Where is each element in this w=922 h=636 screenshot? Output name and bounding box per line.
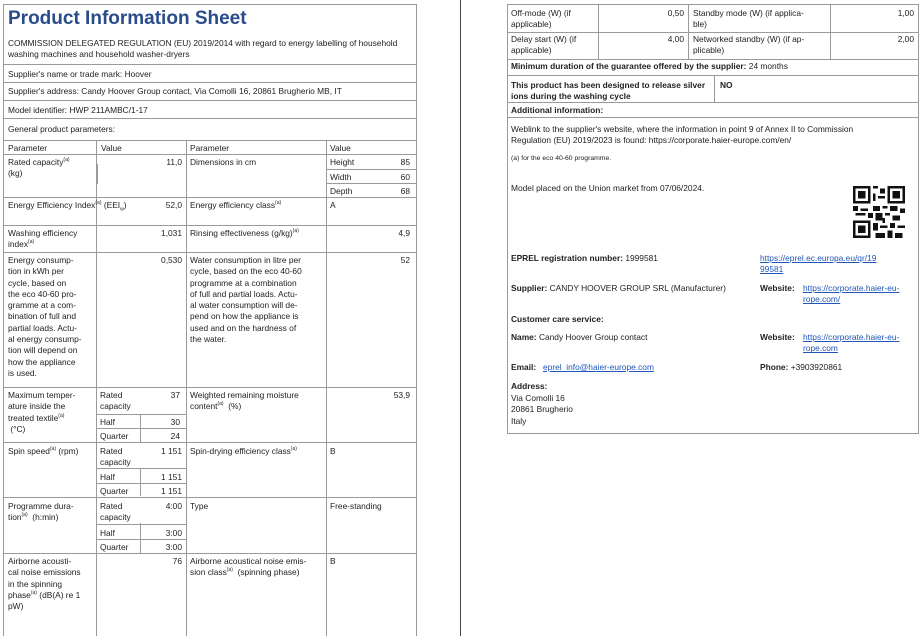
header-parameter: Parameter [8,143,48,153]
prog-half-label: Half [100,528,115,538]
standby-label: Standby mode (W) (if applica- ble) [693,8,804,30]
water-consumption-label: Water consumption in litre per cycle, based on the eco 40-60 programme at a combination of full and partial loads. Actu- al water consumption will de- pend on how the appliance is used and on the hardness of the water. [190,255,302,345]
divider [326,183,417,184]
temp-half-value: 30 [170,417,180,427]
supplier-row: Supplier: CANDY HOOVER GROUP SRL (Manufacturer) [511,283,726,293]
moisture-label: Weighted remaining moisture content$^{(a)}$ (%) [190,390,299,412]
divider [3,497,417,498]
website2-label: Website: [760,332,795,342]
silver-value: NO [720,80,733,90]
energy-class-value: A [330,200,336,210]
depth-label: Depth [330,186,353,196]
max-temp-label: Maximum temper- ature inside the treated textile$^{(a)}$ (°C) [8,390,76,434]
divider [3,118,417,119]
depth-value: 68 [400,186,410,196]
spin-half-label: Half [100,472,115,482]
rated-capacity-label: Rated capacity$^{(a)}$ (kg) [8,157,70,179]
email-label: Email: [511,362,537,372]
temp-quarter-value: 24 [170,431,180,441]
prog-rated-label: Rated capacity [100,501,131,523]
phone-row: Phone: +3903920861 [760,362,843,372]
temp-half-label: Half [100,417,115,427]
divider [507,102,919,103]
prog-quarter-value: 3:00 [165,542,182,552]
noise-class-value: B [330,556,336,566]
rated-capacity-value: 11,0 [166,157,182,167]
divider [3,442,417,443]
divider [96,524,186,525]
page-title: Product Information Sheet [8,8,247,29]
energy-consumption-value: 0,530 [161,255,182,265]
placed-on-market: Model placed on the Union market from 07/06/2024. [511,183,705,193]
divider [507,59,919,60]
spin-rated-value: 1 151 [161,446,182,456]
delay-start-label: Delay start (W) (if applicable) [511,34,577,56]
model-identifier-row: Model identifier: HWP 211AMBC/1-17 [8,105,148,115]
temp-quarter-label: Quarter [100,431,129,441]
noise-class-label: Airborne acoustical noise emis- sion class$^{(a)}$ (spinning phase) [190,556,307,578]
washing-efficiency-label: Washing efficiency index$^{(a)}$ [8,228,78,250]
address-value: Via Comolli 16 20861 Brugherio Italy [511,393,573,426]
dimensions-label: Dimensions in cm [190,157,257,167]
supplier-name-row: Supplier's name or trade mark: Hoover [8,69,152,79]
width-value: 60 [400,172,410,182]
website-link[interactable]: https://corporate.haier-eu- rope.com/ [803,283,900,305]
col-line [186,140,187,636]
temp-rated-value: 37 [170,390,180,400]
spin-half-value: 1 151 [161,472,182,482]
divider [3,82,417,83]
general-params-heading: General product parameters: [8,124,116,134]
divider [3,64,417,65]
rinsing-label: Rinsing effectiveness $(g/kg)^{(a)}$ [190,228,299,238]
spin-class-value: B [330,446,336,456]
divider [507,32,919,33]
guarantee-row: Minimum duration of the guarantee offered by the supplier: 24 months [511,61,788,71]
energy-consumption-label: Energy consump- tion in kWh per cycle, based on the eco 40-60 pro- gramme at a com- bination of full and partial loads. Actu- al energy consump- tion will depend on how the appliance is used. [8,255,82,378]
customer-care-heading: Customer care service: [511,314,604,324]
divider [3,553,417,554]
spin-quarter-value: 1 151 [161,486,182,496]
col-line [96,164,98,184]
prog-rated-value: 4:00 [165,501,182,511]
delay-start-value: 4,00 [667,34,684,44]
page-separator [460,0,461,636]
divider [3,140,417,141]
standby-value: 1,00 [897,8,914,18]
header-value: Value [101,143,122,153]
divider [3,225,417,226]
prog-half-value: 3:00 [165,528,182,538]
spin-rated-label: Rated capacity [100,446,131,468]
rinsing-value: 4,9 [398,228,410,238]
networked-standby-label: Networked standby (W) (if ap- plicable) [693,34,805,56]
noise-value: 76 [172,556,182,566]
programme-duration-label: Programme dura- tion$^{(a)}$ (h:min) [8,501,74,523]
divider [96,539,186,540]
col-line [326,140,327,636]
qr-code-icon [853,186,905,238]
off-mode-value: 0,50 [667,8,684,18]
divider [96,483,186,484]
address-label: Address: [511,381,548,391]
divider [3,387,417,388]
height-label: Height [330,157,355,167]
divider [507,75,919,76]
right-bottom-frame [507,118,919,434]
spin-class-label: Spin-drying efficiency class$^{(a)}$ [190,446,297,456]
col-line [714,76,715,102]
off-mode-label: Off-mode (W) (if applicable) [511,8,571,30]
networked-standby-value: 2,00 [897,34,914,44]
divider [3,252,417,253]
email-link[interactable]: eprel_info@haier-europe.com [543,362,654,372]
type-label: Type [190,501,209,511]
width-label: Width [330,172,352,182]
eei-label: Energy Efficiency Index$^{(a)}$ $(EEI_w)$ [8,200,127,213]
divider [3,154,417,155]
moisture-value: 53,9 [393,390,410,400]
water-consumption-value: 52 [400,255,410,265]
divider [96,414,186,415]
care-name-row: Name: Candy Hoover Group contact [511,332,648,342]
eprel-link[interactable]: https://eprel.ec.europa.eu/qr/19 99581 [760,253,877,275]
divider [3,100,417,101]
washing-efficiency-value: 1,031 [161,228,182,238]
divider [3,197,417,198]
spin-speed-label: Spin speed$^{(a)}$ (rpm) [8,446,79,456]
eei-value: 52,0 [165,200,182,210]
height-value: 85 [400,157,410,167]
noise-label: Airborne acousti- cal noise emissions in the spinning phase$^{(a)}$ (dB(A) re 1 pW) [8,556,81,612]
supplier-address-row: Supplier's address: Candy Hoover Group contact, Via Comolli 16, 20861 Brugherio MB, IT [8,86,342,96]
temp-rated-label: Rated capacity [100,390,131,412]
website-label: Website: [760,283,795,293]
type-value: Free-standing [330,501,382,511]
header-parameter-2: Parameter [190,143,230,153]
additional-info-heading: Additional information: [511,105,604,115]
divider [96,428,186,429]
website2-link[interactable]: https://corporate.haier-eu- rope.com [803,332,900,354]
header-value-2: Value [330,143,351,153]
prog-quarter-label: Quarter [100,542,129,552]
regulation-text: COMMISSION DELEGATED REGULATION (EU) 2019/2014 with regard to energy labelling of household washing machines and household washer-dryers [8,38,398,60]
footnote: (a) for the eco 40-60 programme. [511,155,612,162]
eprel-row: EPREL registration number: 1999581 [511,253,658,263]
divider [326,169,417,170]
energy-class-label: Energy efficiency class$^{(a)}$ [190,200,282,210]
divider [96,468,186,469]
silver-label: This product has been designed to release silver ions during the washing cycle [511,80,706,102]
spin-quarter-label: Quarter [100,486,129,496]
weblink-text: Weblink to the supplier's website, where the information in point 9 of Annex II to Commission Regulation (EU) 2019/2023 is found: https://corporate.haier-europe.com/en/ [511,124,854,146]
